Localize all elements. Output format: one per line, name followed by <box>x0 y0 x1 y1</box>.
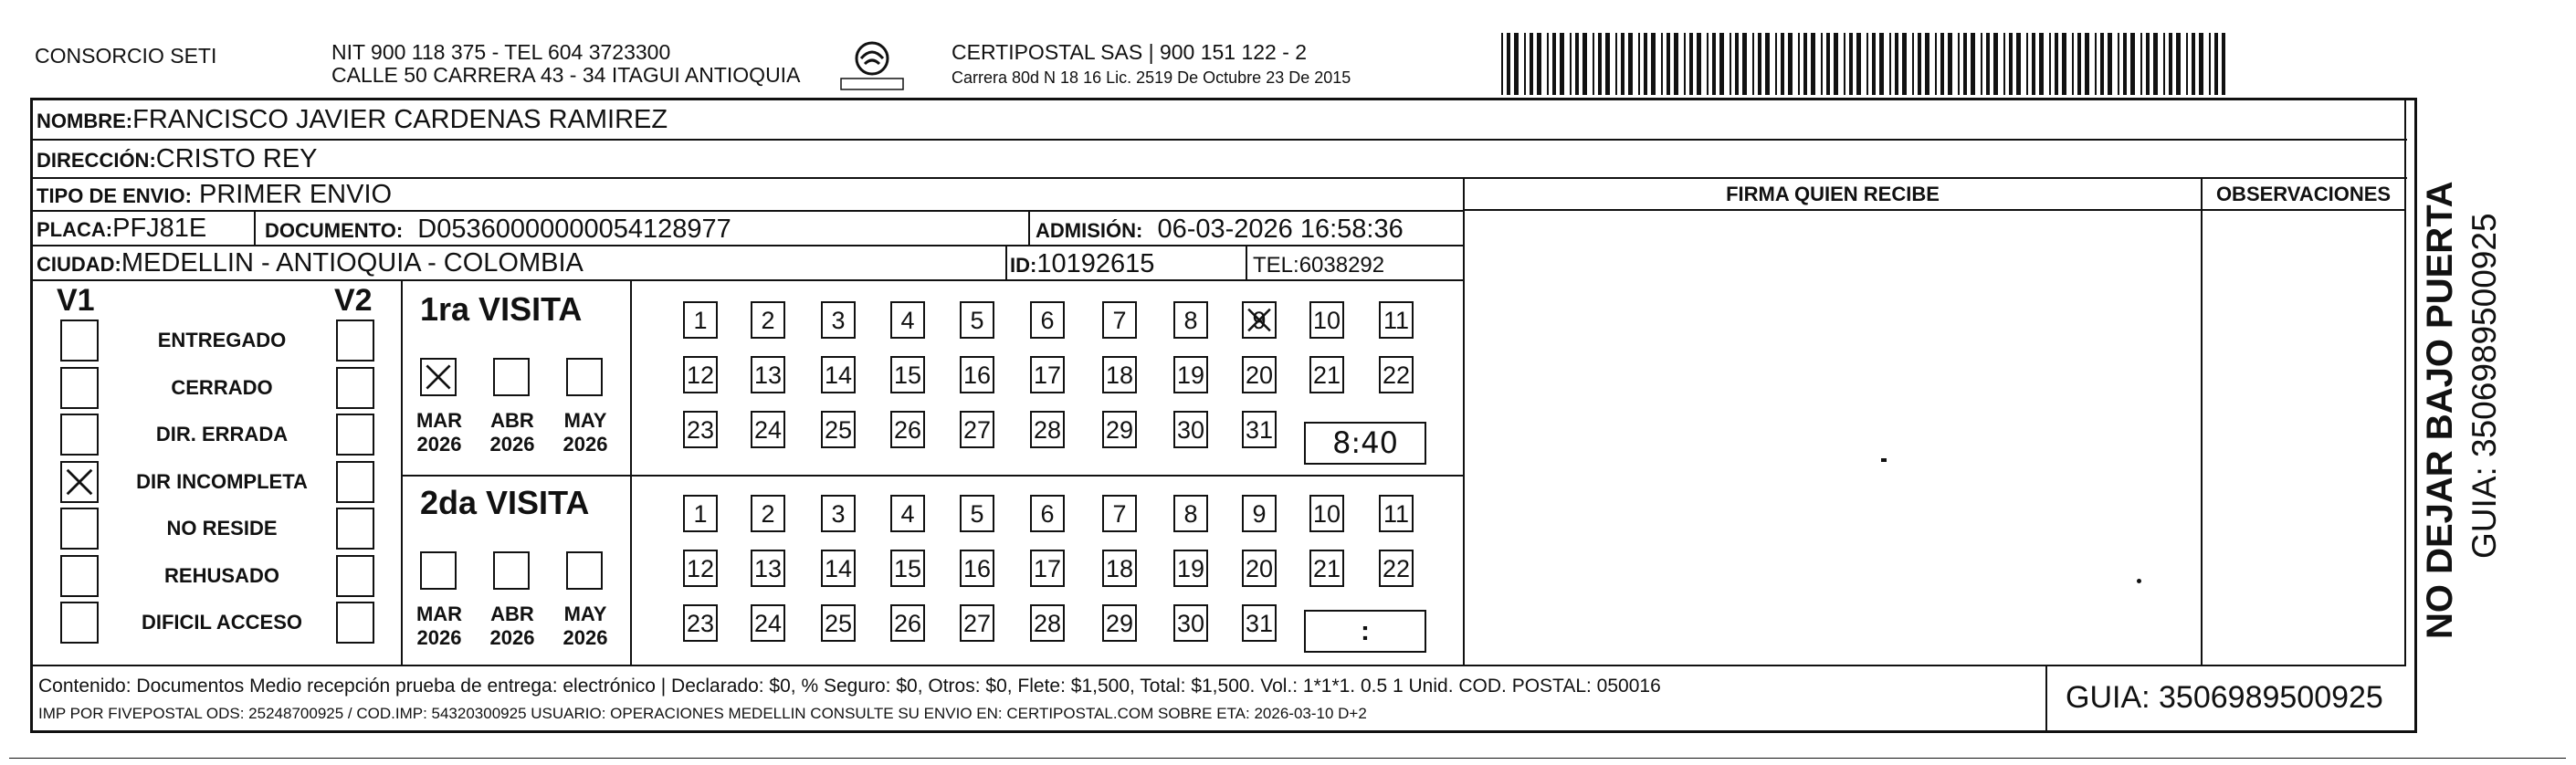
barcode-bar <box>1712 33 1716 95</box>
barcode-bar <box>1575 33 1579 95</box>
day-box[interactable]: 23 <box>683 604 718 642</box>
ciudad-value: MEDELLIN - ANTIOQUIA - COLOMBIA <box>121 248 584 278</box>
admision-field: ADMISIÓN: 06-03-2026 16:58:36 <box>1036 215 1404 244</box>
day-box[interactable]: 31 <box>1242 604 1277 642</box>
barcode-bar <box>1948 33 1952 95</box>
day-box[interactable]: 14 <box>821 550 856 587</box>
barcode-bar <box>1689 33 1693 95</box>
barcode-bar <box>1560 33 1564 95</box>
day-box[interactable]: 11 <box>1379 495 1414 532</box>
barcode-bar <box>1598 33 1602 95</box>
day-box[interactable]: 7 <box>1102 301 1137 339</box>
barcode-bar <box>2055 33 2058 95</box>
day-box[interactable]: 18 <box>1102 550 1137 587</box>
v2-checkbox[interactable] <box>336 320 374 362</box>
license-line: Carrera 80d N 18 16 Lic. 2519 De Octubre 23 De 2015 <box>952 68 1351 87</box>
tel-value: 6038292 <box>1299 253 1385 278</box>
day-box[interactable]: 2 <box>751 301 785 339</box>
day-mark <box>1244 303 1275 337</box>
nit-line: NIT 900 118 375 - TEL 604 3723300 <box>331 40 671 64</box>
barcode-bar <box>1758 33 1761 95</box>
tipo-row: TIPO DE ENVIO: PRIMER ENVIO <box>33 179 1465 212</box>
barcode <box>1499 33 2225 95</box>
footer-line2: IMP POR FIVEPOSTAL ODS: 25248700925 / COD.IMP: 54320300925 USUARIO: OPERACIONES MEDELLIN CONSULTE SU ENVIO EN: CERTIPOSTAL.COM SOBRE ETA: 2026-03-10 D+2 <box>38 705 1367 722</box>
month-label: MAY 2026 <box>563 409 608 456</box>
barcode-bar <box>1788 33 1793 95</box>
day-box[interactable]: 20 <box>1242 550 1277 587</box>
barcode-bar <box>1935 33 1937 95</box>
day-box[interactable]: 12 <box>683 356 718 393</box>
barcode-bar <box>1902 33 1907 95</box>
side-guia: GUIA: 3506989500925 <box>2466 213 2503 559</box>
barcode-bar <box>2140 33 2142 95</box>
placa-value: PFJ81E <box>112 214 207 243</box>
status-label: CERRADO <box>171 375 273 399</box>
status-label: DIR INCOMPLETA <box>136 469 308 493</box>
id-value: 10192615 <box>1036 249 1155 278</box>
barcode-bar <box>1530 33 1533 95</box>
barcode-bar <box>1628 33 1633 95</box>
mark-dot <box>2137 579 2141 583</box>
day-box[interactable]: 21 <box>1309 550 1344 587</box>
barcode-bar <box>1971 33 1975 95</box>
day-box[interactable]: 16 <box>960 356 994 393</box>
barcode-bar <box>1866 33 1868 95</box>
certipostal-logo <box>836 37 909 95</box>
day-box[interactable]: 30 <box>1173 411 1208 448</box>
month-checkbox[interactable] <box>566 551 603 590</box>
barcode-bar <box>1925 33 1929 95</box>
month-label: ABR 2026 <box>489 409 535 456</box>
barcode-bar <box>1879 33 1884 95</box>
carrier-line: CERTIPOSTAL SAS | 900 151 122 - 2 <box>952 40 1308 64</box>
barcode-bar <box>1719 33 1724 95</box>
placa-row: PLACA:PFJ81E <box>33 212 1465 246</box>
day-box[interactable]: 28 <box>1030 411 1065 448</box>
day-box[interactable]: 30 <box>1173 604 1208 642</box>
barcode-bar <box>1811 33 1815 95</box>
barcode-bar <box>2072 33 2074 95</box>
v1-checkbox[interactable] <box>60 320 99 362</box>
footer-line1: Contenido: Documentos Medio recepción prueba de entrega: electrónico | Declarado: $0, % Seguro: $0, Otros: $0, Flete: $1,500, Total: $1,500. Vol.: 1*1*1. 0.5 1 Unid. COD. POSTAL: 050016 <box>38 676 1661 697</box>
barcode-bar <box>1940 33 1944 95</box>
barcode-bar <box>2199 33 2203 95</box>
day-box[interactable]: 29 <box>1102 604 1137 642</box>
barcode-bar <box>1552 33 1556 95</box>
day-box[interactable]: 19 <box>1173 550 1208 587</box>
day-box[interactable]: 28 <box>1030 604 1065 642</box>
direccion-row: DIRECCIÓN:CRISTO REY <box>33 141 2407 179</box>
day-box[interactable]: 7 <box>1102 495 1137 532</box>
month-label: ABR 2026 <box>489 603 535 649</box>
first-time-box: 8:40 <box>1304 422 1426 465</box>
barcode-bar <box>2049 33 2051 95</box>
v2-checkbox[interactable] <box>336 555 374 597</box>
day-box[interactable]: 17 <box>1030 550 1065 587</box>
barcode-bar <box>1775 33 1777 95</box>
barcode-bar <box>1707 33 1709 95</box>
day-box[interactable]: 6 <box>1030 301 1065 339</box>
barcode-bar <box>1697 33 1701 95</box>
day-box[interactable]: 3 <box>821 495 856 532</box>
status-label: NO RESIDE <box>166 517 278 540</box>
day-box[interactable]: 17 <box>1030 356 1065 393</box>
barcode-bar <box>1615 33 1617 95</box>
barcode-bar <box>1889 33 1891 95</box>
barcode-bar <box>1514 33 1519 95</box>
v1-checkbox[interactable] <box>60 414 99 456</box>
barcode-bar <box>1674 33 1678 95</box>
observaciones-header: OBSERVACIONES <box>2215 183 2392 205</box>
barcode-bar <box>1912 33 1914 95</box>
barcode-bar <box>2039 33 2044 95</box>
day-box[interactable]: 31 <box>1242 411 1277 448</box>
day-box[interactable]: 4 <box>890 301 925 339</box>
barcode-bar <box>1844 33 1845 95</box>
day-box[interactable]: 14 <box>821 356 856 393</box>
nombre-row: NOMBRE:FRANCISCO JAVIER CARDENAS RAMIREZ <box>33 100 2407 141</box>
side-warning: NO DEJAR BAJO PUERTA <box>2420 181 2460 639</box>
v2-checkbox[interactable] <box>336 461 374 503</box>
day-box[interactable]: 12 <box>683 550 718 587</box>
day-box[interactable]: 18 <box>1102 356 1137 393</box>
barcode-bar <box>2209 33 2211 95</box>
documento-field: DOCUMENTO: D05360000000054128977 <box>265 215 731 244</box>
barcode-bar <box>2003 33 2005 95</box>
barcode-bar <box>1981 33 1982 95</box>
barcode-bar <box>1752 33 1754 95</box>
v1-checkbox[interactable] <box>60 461 99 503</box>
barcode-bar <box>1661 33 1663 95</box>
ciudad-row: CIUDAD:MEDELLIN - ANTIOQUIA - COLOMBIA <box>33 246 1465 281</box>
v2-checkbox[interactable] <box>336 508 374 550</box>
barcode-bar <box>1570 33 1572 95</box>
barcode-bar <box>1834 33 1838 95</box>
barcode-bar <box>1730 33 1731 95</box>
barcode-bar <box>1958 33 1960 95</box>
barcode-bar <box>1798 33 1800 95</box>
barcode-bar <box>1918 33 1921 95</box>
documento-value: D05360000000054128977 <box>417 215 731 244</box>
day-box[interactable]: 13 <box>751 356 785 393</box>
day-box[interactable]: 27 <box>960 411 994 448</box>
day-box[interactable]: 9 <box>1242 495 1277 532</box>
barcode-bar <box>1963 33 1967 95</box>
v1-label: V1 <box>57 283 95 318</box>
barcode-bar <box>2077 33 2081 95</box>
barcode-bar <box>2163 33 2165 95</box>
day-box[interactable]: 26 <box>890 604 925 642</box>
second-time-box: : <box>1304 610 1426 653</box>
barcode-bar <box>2100 33 2104 95</box>
footer-guia: GUIA: 3506989500925 <box>2066 680 2383 715</box>
barcode-bar <box>1524 33 1526 95</box>
barcode-bar <box>2186 33 2188 95</box>
month-checkbox[interactable] <box>493 358 530 396</box>
month-checkbox[interactable] <box>420 358 457 396</box>
admision-value: 06-03-2026 16:58:36 <box>1157 215 1404 244</box>
barcode-bar <box>2062 33 2066 95</box>
mark-dot <box>1881 458 1887 462</box>
barcode-bar <box>1781 33 1784 95</box>
day-box[interactable]: 8 <box>1173 495 1208 532</box>
barcode-bar <box>2032 33 2035 95</box>
barcode-bar <box>2085 33 2089 95</box>
barcode-bar <box>2146 33 2150 95</box>
barcode-bar <box>1593 33 1594 95</box>
v1-checkbox[interactable] <box>60 508 99 550</box>
barcode-bar <box>1582 33 1587 95</box>
barcode-bar <box>2169 33 2172 95</box>
barcode-bar <box>2153 33 2158 95</box>
day-box[interactable]: 15 <box>890 550 925 587</box>
v2-checkbox[interactable] <box>336 602 374 644</box>
month-checkbox[interactable] <box>493 551 530 590</box>
day-box[interactable]: 1 <box>683 301 718 339</box>
barcode-bar <box>1993 33 1998 95</box>
id-field: ID:10192615 <box>1010 249 1155 278</box>
barcode-bar <box>2214 33 2218 95</box>
month-checkbox[interactable] <box>566 358 603 396</box>
barcode-bar <box>1621 33 1624 95</box>
v1-checkbox[interactable] <box>60 602 99 644</box>
barcode-bar <box>1507 33 1510 95</box>
barcode-bar <box>1821 33 1823 95</box>
status-label: REHUSADO <box>164 563 279 587</box>
barcode-bar <box>2222 33 2225 95</box>
day-box[interactable]: 24 <box>751 411 785 448</box>
barcode-bar <box>2016 33 2021 95</box>
barcode-bar <box>2108 33 2112 95</box>
nombre-value: FRANCISCO JAVIER CARDENAS RAMIREZ <box>132 105 668 134</box>
barcode-bar <box>1872 33 1876 95</box>
direccion-value: CRISTO REY <box>155 144 318 173</box>
barcode-bar <box>1605 33 1610 95</box>
day-box[interactable]: 20 <box>1242 356 1277 393</box>
barcode-bar <box>1501 33 1503 95</box>
tipo-value: PRIMER ENVIO <box>198 180 393 209</box>
barcode-bar <box>2130 33 2135 95</box>
day-box[interactable]: 3 <box>821 301 856 339</box>
status-label: DIR. ERRADA <box>155 423 289 445</box>
barcode-bar <box>1856 33 1861 95</box>
barcode-bar <box>2176 33 2181 95</box>
month-label: MAY 2026 <box>563 603 608 649</box>
status-label: ENTREGADO <box>157 329 287 351</box>
day-box[interactable]: 29 <box>1102 411 1137 448</box>
barcode-bar <box>1742 33 1747 95</box>
day-box[interactable]: 26 <box>890 411 925 448</box>
barcode-bar <box>1644 33 1647 95</box>
day-box[interactable]: 24 <box>751 604 785 642</box>
barcode-bar <box>2026 33 2028 95</box>
day-box[interactable]: 10 <box>1309 495 1344 532</box>
day-box[interactable]: 10 <box>1309 301 1344 339</box>
first-visit-title: 1ra VISITA <box>420 290 583 328</box>
barcode-bar <box>1986 33 1990 95</box>
v2-checkbox[interactable] <box>336 367 374 409</box>
barcode-bar <box>1849 33 1853 95</box>
day-box[interactable]: 11 <box>1379 301 1414 339</box>
month-label: MAR 2026 <box>415 603 463 649</box>
day-box[interactable]: 25 <box>821 411 856 448</box>
day-box[interactable]: 21 <box>1309 356 1344 393</box>
address-line: CALLE 50 CARRERA 43 - 34 ITAGUI ANTIOQUIA <box>331 63 801 87</box>
barcode-bar <box>2123 33 2127 95</box>
month-label: MAR 2026 <box>415 409 463 456</box>
day-box[interactable]: 5 <box>960 301 994 339</box>
barcode-bar <box>2095 33 2097 95</box>
v2-checkbox[interactable] <box>336 414 374 456</box>
barcode-bar <box>1651 33 1656 95</box>
day-box[interactable]: 23 <box>683 411 718 448</box>
barcode-bar <box>1803 33 1807 95</box>
day-box[interactable]: 15 <box>890 356 925 393</box>
day-box[interactable]: 2 <box>751 495 785 532</box>
barcode-bar <box>1547 33 1549 95</box>
day-box[interactable]: 25 <box>821 604 856 642</box>
barcode-bar <box>1895 33 1898 95</box>
day-box[interactable]: 27 <box>960 604 994 642</box>
barcode-bar <box>2118 33 2119 95</box>
barcode-bar <box>1638 33 1640 95</box>
barcode-bar <box>2192 33 2195 95</box>
second-visit-title: 2da VISITA <box>420 484 590 521</box>
day-box[interactable]: 16 <box>960 550 994 587</box>
barcode-bar <box>1765 33 1770 95</box>
v2-label: V2 <box>334 283 373 318</box>
v1-checkbox[interactable] <box>60 367 99 409</box>
barcode-bar <box>1537 33 1541 95</box>
day-box[interactable]: 22 <box>1379 550 1414 587</box>
day-box[interactable]: 6 <box>1030 495 1065 532</box>
tel-field: TEL:6038292 <box>1253 253 1385 278</box>
barcode-bar <box>1735 33 1739 95</box>
barcode-bar <box>1684 33 1686 95</box>
day-box[interactable]: 8 <box>1173 301 1208 339</box>
day-box[interactable]: 22 <box>1379 356 1414 393</box>
barcode-bar <box>1667 33 1670 95</box>
day-box[interactable]: 1 <box>683 495 718 532</box>
day-box[interactable]: 9 <box>1242 301 1277 339</box>
v1-checkbox[interactable] <box>60 555 99 597</box>
month-checkbox[interactable] <box>420 551 457 590</box>
day-box[interactable]: 4 <box>890 495 925 532</box>
barcode-bar <box>1826 33 1830 95</box>
company-name: CONSORCIO SETI <box>35 44 217 68</box>
day-box[interactable]: 13 <box>751 550 785 587</box>
firma-header: FIRMA QUIEN RECIBE <box>1726 183 1940 205</box>
day-box[interactable]: 19 <box>1173 356 1208 393</box>
day-box[interactable]: 5 <box>960 495 994 532</box>
barcode-bar <box>2009 33 2013 95</box>
status-label: DIFICIL ACCESO <box>141 611 302 634</box>
